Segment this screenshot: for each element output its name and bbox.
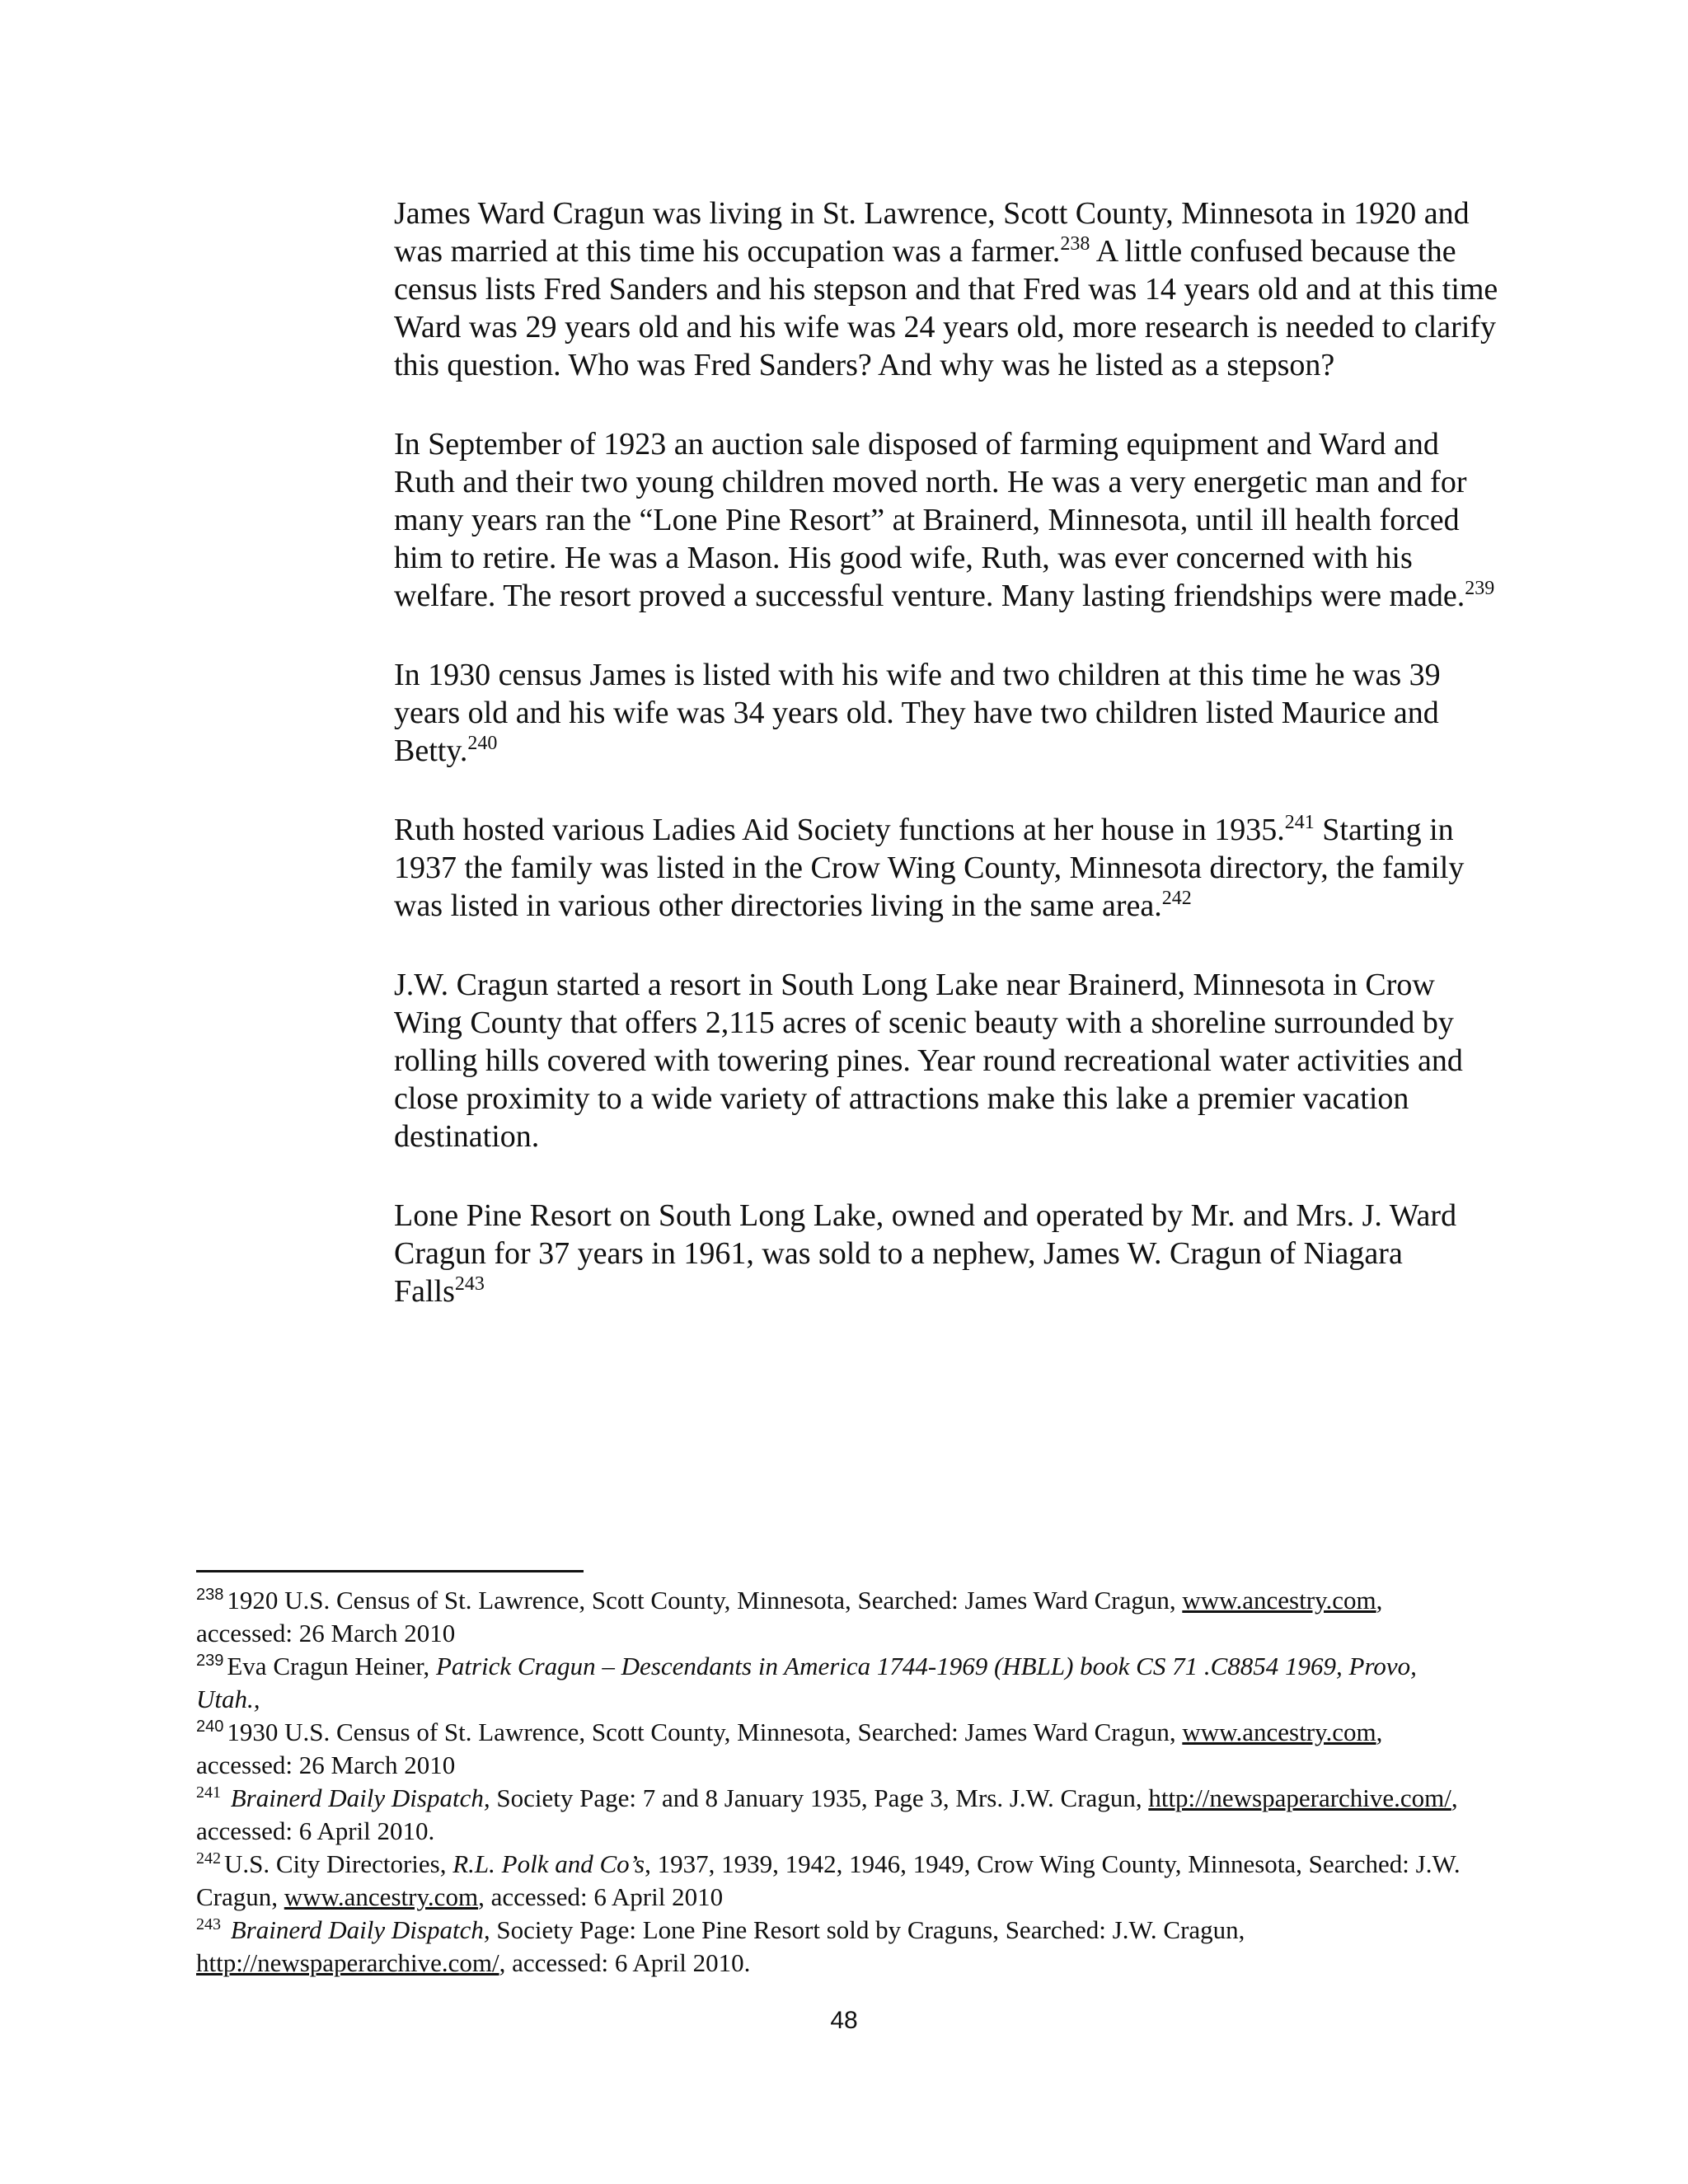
- footnote-text: Eva Cragun Heiner,: [227, 1652, 436, 1680]
- footnote-text: , accessed: 26 March 2010: [196, 1586, 1383, 1647]
- paragraph: [394, 425, 1498, 615]
- footnote-text: U.S. City Directories,: [224, 1849, 453, 1878]
- footnote-238: [196, 1584, 1482, 1650]
- footnote-text: 1920 U.S. Census of St. Lawrence, Scott County, Minnesota, Searched: James Ward Cragun,: [227, 1586, 1183, 1615]
- paragraph-text: A little confused because the census lists Fred Sanders and his stepson and that Fred was 14 years old and at this time Ward was 29 years old and his wife was 24 years old, more research is needed to clarify this question. Who was Fred Sanders? And why was he listed as a stepson?: [394, 234, 1498, 382]
- footnote-239: [196, 1650, 1482, 1716]
- footnote-number: 241: [196, 1783, 221, 1802]
- paragraph: [394, 966, 1498, 1155]
- paragraph: [394, 194, 1498, 384]
- paragraph-text: In 1930 census James is listed with his wife and two children at this time he was 39 years old and his wife was 34 years old. They have two children listed Maurice and Betty.: [394, 658, 1441, 768]
- footnote-242: [196, 1848, 1482, 1914]
- body-text: [394, 194, 1498, 1352]
- footnote-title: R.L. Polk and Co’s: [452, 1849, 645, 1878]
- footnote-reference[interactable]: 241: [1284, 812, 1315, 833]
- paragraph: [394, 1197, 1498, 1310]
- paragraph-text: Ruth hosted various Ladies Aid Society functions at her house in 1935.: [394, 813, 1285, 847]
- footnote-text: , accessed: 6 April 2010.: [196, 1783, 1458, 1845]
- footnote-link[interactable]: http://newspaperarchive.com/: [1148, 1783, 1451, 1812]
- footnote-text: , accessed: 6 April 2010.: [499, 1948, 751, 1977]
- footnote-reference[interactable]: 242: [1161, 888, 1192, 909]
- footnote-reference[interactable]: 238: [1060, 233, 1090, 255]
- footnote-240: [196, 1716, 1482, 1782]
- footnote-text: , accessed: 6 April 2010: [478, 1882, 724, 1911]
- footnote-reference[interactable]: 243: [454, 1273, 485, 1295]
- footnote-title: Patrick Cragun – Descendants in America 1744-1969 (HBLL) book CS 71 .C8854 1969, Provo, Utah.,: [196, 1652, 1417, 1713]
- footnote-link[interactable]: http://newspaperarchive.com/: [196, 1948, 499, 1977]
- footnote-number: 243: [196, 1915, 221, 1933]
- paragraph: [394, 656, 1498, 770]
- footnote-link[interactable]: www.ancestry.com: [1182, 1586, 1376, 1615]
- footnote-link[interactable]: www.ancestry.com: [1182, 1718, 1376, 1746]
- footnote-number: 240: [196, 1718, 224, 1736]
- footnote-241: [196, 1782, 1482, 1848]
- paragraph-text: Lone Pine Resort on South Long Lake, owned and operated by Mr. and Mrs. J. Ward Cragun for 37 years in 1961, was sold to a nephew, James W. Cragun of Niagara Falls: [394, 1198, 1457, 1309]
- footnotes: [196, 1584, 1482, 1980]
- paragraph-text: Starting in 1937 the family was listed in the Crow Wing County, Minnesota directory, the family was listed in various other directories living in the same area.: [394, 813, 1465, 923]
- footnote-number: 242: [196, 1849, 221, 1868]
- footnote-link[interactable]: www.ancestry.com: [284, 1882, 479, 1911]
- footnote-text: , 1937, 1939, 1942, 1946, 1949, Crow Wing County, Minnesota, Searched: J.W. Cragun,: [196, 1849, 1461, 1911]
- page-number: 48: [830, 2007, 858, 2034]
- paragraph-text: In September of 1923 an auction sale disposed of farming equipment and Ward and Ruth and their two young children moved north. He was a very energetic man and for many years ran the “Lone Pine Resort” at Brainerd, Minnesota, until ill health forced him to retire. He was a Mason. His good wife, Ruth, was ever concerned with his welfare. The resort proved a successful venture. Many lasting friendships were made.: [394, 427, 1467, 613]
- paragraph-text: J.W. Cragun started a resort in South Long Lake near Brainerd, Minnesota in Crow Wing County that offers 2,115 acres of scenic beauty with a shoreline surrounded by rolling hills covered with towering pines. Year round recreational water activities and close proximity to a wide variety of attractions make this lake a premier vacation destination.: [394, 968, 1463, 1154]
- footnote-text: Society Page: Lone Pine Resort sold by Craguns, Searched: J.W. Cragun,: [490, 1915, 1245, 1944]
- footnote-text: , accessed: 26 March 2010: [196, 1718, 1383, 1779]
- footnote-title: Brainerd Daily Dispatch,: [230, 1783, 490, 1812]
- footnote-number: 238: [196, 1586, 224, 1604]
- footnote-number: 239: [196, 1652, 224, 1670]
- footnote-title: Brainerd Daily Dispatch,: [230, 1915, 490, 1944]
- footnote-text: 1930 U.S. Census of St. Lawrence, Scott County, Minnesota, Searched: James Ward Cragun,: [227, 1718, 1183, 1746]
- paragraph-text: James Ward Cragun was living in St. Lawrence, Scott County, Minnesota in 1920 and was married at this time his occupation was a farmer.: [394, 196, 1470, 269]
- footnote-text: Society Page: 7 and 8 January 1935, Page 3, Mrs. J.W. Cragun,: [490, 1783, 1149, 1812]
- footnote-reference[interactable]: 240: [467, 733, 498, 754]
- footnote-reference[interactable]: 239: [1465, 578, 1495, 599]
- footnote-separator: [196, 1570, 584, 1572]
- paragraph: [394, 811, 1498, 925]
- footnote-243: [196, 1914, 1482, 1980]
